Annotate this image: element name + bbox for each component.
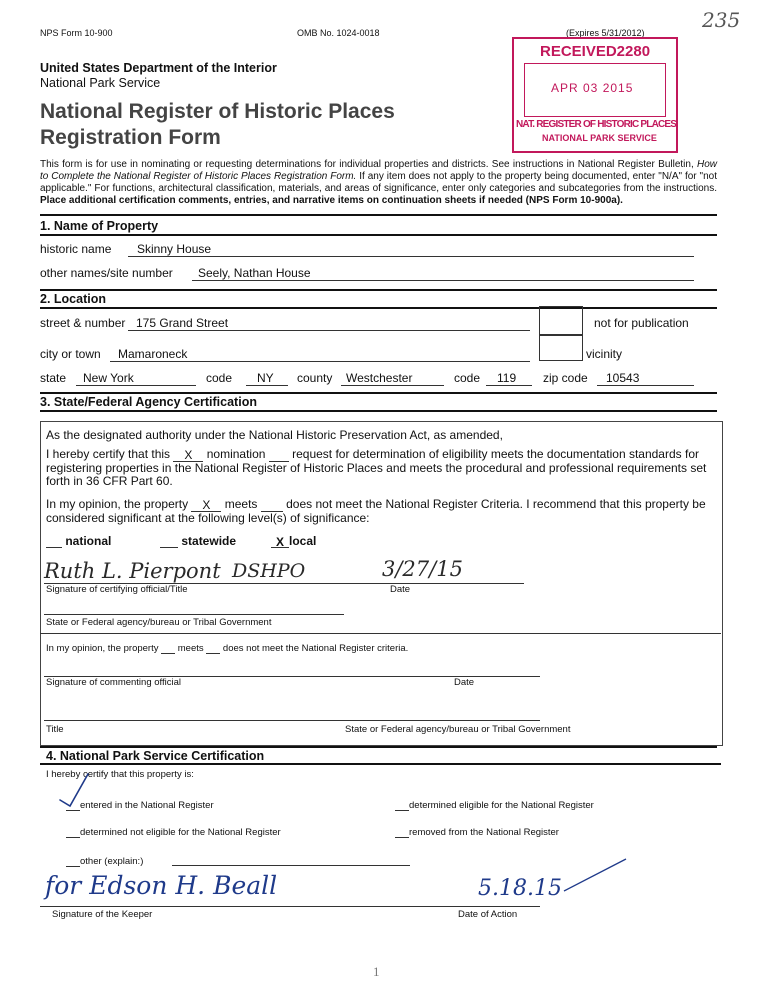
not-for-publication-checkbox[interactable] (539, 306, 583, 335)
section4-title: 4. National Park Service Certification (46, 749, 265, 763)
received-stamp (512, 37, 678, 153)
expiration-date: (Expires 5/31/2012) (566, 28, 645, 38)
field-line (246, 385, 288, 386)
page-number: 1 (373, 964, 380, 979)
divider (40, 746, 717, 748)
county-label: county (297, 371, 333, 385)
county-code-label: code (454, 371, 481, 385)
section2-title: 2. Location (40, 292, 106, 306)
title-label: Title (46, 724, 64, 735)
status-other[interactable]: other (explain:) (66, 856, 143, 867)
stamp-date-box (524, 63, 666, 117)
omb-number: OMB No. 1024-0018 (297, 28, 380, 38)
county-field[interactable]: Westchester (346, 371, 413, 385)
divider (40, 307, 717, 309)
certifying-signature-label: Signature of certifying official/Title (46, 584, 188, 595)
state-label: state (40, 371, 67, 385)
field-line (597, 385, 694, 386)
divider (40, 392, 717, 394)
level-local[interactable]: X local (271, 534, 316, 548)
field-line (341, 385, 444, 386)
date-of-action-handwritten: 5.18.15 (478, 876, 562, 901)
field-line (128, 330, 530, 331)
status-removed[interactable]: removed from the National Register (395, 827, 559, 838)
other-names-field[interactable]: Seely, Nathan House (198, 266, 311, 280)
form-number: NPS Form 10-900 (40, 28, 113, 38)
opinion-statement: In my opinion, the property X meets does not meet the National Register Criteria. I recommend that this property be considered significant at the following level(s) of significance: (46, 497, 706, 525)
zip-field[interactable]: 10543 (606, 371, 640, 385)
city-label: city or town (40, 347, 101, 361)
status-not-eligible[interactable]: determined not eligible for the National Register (66, 827, 281, 838)
field-line (192, 280, 694, 281)
title-line (44, 720, 540, 721)
vicinity-label: vicinity (586, 347, 623, 361)
certifying-signature: Ruth L. Pierpont (44, 559, 221, 583)
certifying-title-handwritten: DSHPO (232, 560, 306, 582)
keeper-signature-label: Signature of the Keeper (52, 909, 153, 920)
level-national[interactable]: national (46, 534, 111, 548)
county-code-field[interactable]: 119 (497, 371, 517, 385)
zip-label: zip code (543, 371, 588, 385)
date-of-action-label: Date of Action (458, 909, 518, 920)
state-field[interactable]: New York (83, 371, 134, 385)
date-label: Date (454, 677, 475, 688)
keeper-signature: for Edson H. Beall (45, 871, 278, 900)
meets-mark[interactable]: X (191, 499, 221, 512)
historic-name-field[interactable]: Skinny House (137, 242, 212, 256)
form-title-line2: Registration Form (40, 126, 221, 149)
agency-label: State or Federal agency/bureau or Tribal Government (345, 724, 571, 735)
form-title-line1: National Register of Historic Places (40, 100, 395, 123)
divider (40, 763, 721, 765)
city-field[interactable]: Mamaroneck (118, 347, 188, 361)
stamp-service: NATIONAL PARK SERVICE (542, 133, 657, 143)
divider (40, 410, 717, 412)
historic-name-label: historic name (40, 242, 112, 256)
agency-department: United States Department of the Interior (40, 61, 277, 75)
section1-title: 1. Name of Property (40, 219, 159, 233)
stamp-date: APR 03 2015 (551, 81, 634, 95)
vicinity-checkbox[interactable] (539, 335, 583, 361)
divider (40, 289, 717, 291)
divider (40, 214, 717, 216)
authority-statement: As the designated authority under the National Historic Preservation Act, as amended, (46, 428, 503, 442)
stamp-register: NAT. REGISTER OF HISTORIC PLACES (516, 119, 677, 130)
street-label: street & number (40, 316, 126, 330)
certifying-date-handwritten: 3/27/15 (382, 557, 463, 581)
not-for-publication-label: not for publication (594, 316, 689, 330)
certify-statement: I hereby certify that this X nomination request for determination of eligibility meets the documentation standards for registering properties in the National Register of Historic Places and meets the procedural and professional requirements set forth in 36 CFR Part 60. (46, 447, 707, 488)
state-code-field[interactable]: NY (257, 371, 274, 385)
status-determined-eligible[interactable]: determined eligible for the National Register (395, 800, 594, 811)
agency-line (44, 614, 344, 615)
agency-service: National Park Service (40, 76, 161, 90)
handwritten-page-number: 235 (702, 8, 741, 32)
opinion2-statement: In my opinion, the property meets does not meet the National Register criteria. (46, 643, 409, 654)
section3-title: 3. State/Federal Agency Certification (40, 395, 257, 409)
commenting-official-label: Signature of commenting official (46, 677, 182, 688)
field-line (486, 385, 532, 386)
divider (40, 633, 721, 634)
pen-stroke-icon (560, 855, 630, 895)
level-statewide[interactable]: statewide (160, 534, 236, 548)
form-instructions: This form is for use in nominating or requesting determinations for individual properties and districts. See instructions in National Register Bulletin, How to Complete the National Register of Historic Places Registration Form. If any item does not apply to the property being documented, enter "N/A" for "not applicable." For functions, architectural classification, materials, and areas of significance, enter only categories and subcategories from the instructions. Place additional certification comments, entries, and narrative items on continuation sheets if needed (NPS Form 10-900a). (40, 159, 717, 206)
nomination-mark[interactable]: X (173, 449, 203, 462)
other-explain-line (172, 865, 410, 866)
state-code-label: code (206, 371, 233, 385)
field-line (76, 385, 196, 386)
other-names-label: other names/site number (40, 266, 173, 280)
date-label: Date (390, 584, 411, 595)
agency-label: State or Federal agency/bureau or Tribal Government (46, 617, 272, 628)
nps-certify-statement: I hereby certify that this property is: (46, 769, 194, 780)
stamp-received: RECEIVED2280 (540, 43, 651, 60)
field-line (110, 361, 530, 362)
keeper-signature-line (40, 906, 540, 907)
field-line (128, 256, 694, 257)
street-field[interactable]: 175 Grand Street (136, 316, 229, 330)
status-entered[interactable]: entered in the National Register (66, 800, 214, 811)
divider (40, 234, 717, 236)
